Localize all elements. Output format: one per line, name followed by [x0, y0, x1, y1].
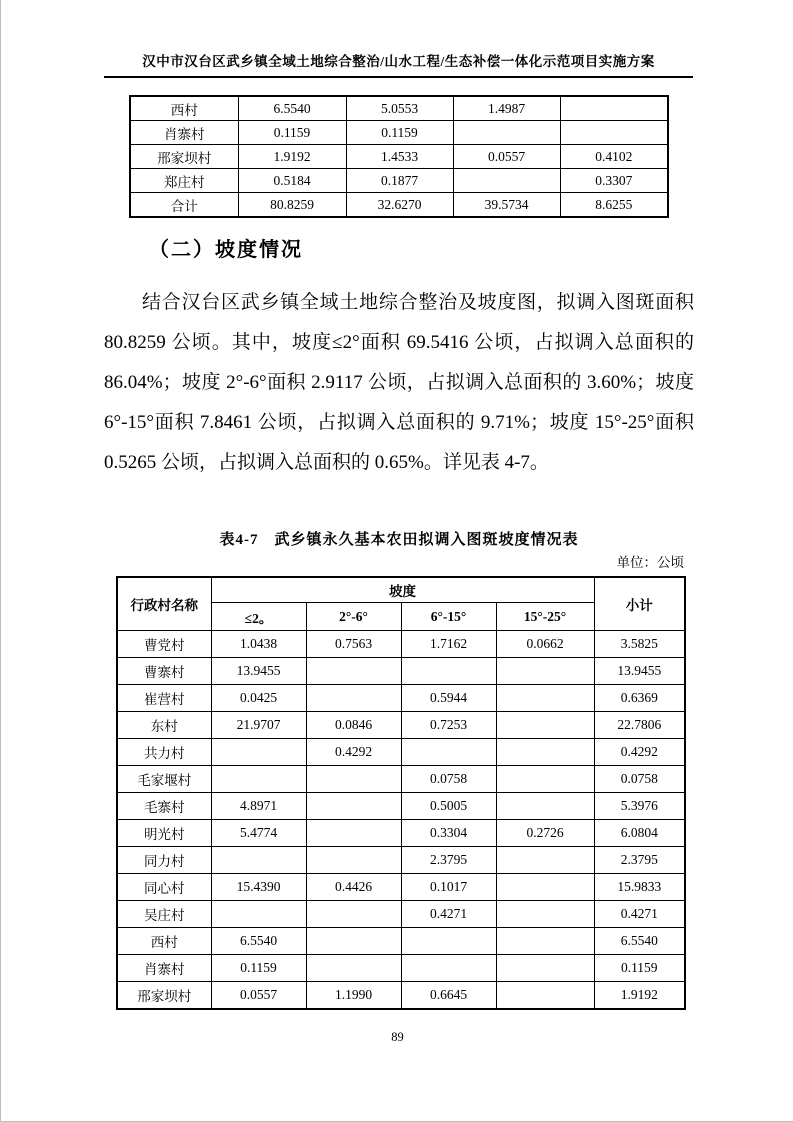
village-name-cell: 曹寨村	[117, 658, 211, 685]
value-cell: 1.0438	[211, 631, 306, 658]
value-cell: 0.4271	[401, 901, 496, 928]
table-caption: 表4-7 武乡镇永久基本农田拟调入图斑坡度情况表	[219, 532, 579, 548]
value-cell: 6.5540	[211, 928, 306, 955]
value-cell: 6.5540	[594, 928, 685, 955]
value-cell	[306, 928, 401, 955]
value-cell	[496, 901, 594, 928]
value-cell: 0.4292	[306, 739, 401, 766]
value-cell	[496, 982, 594, 1010]
value-cell: 6.5540	[238, 96, 346, 121]
value-cell: 0.7563	[306, 631, 401, 658]
value-cell: 39.5734	[453, 193, 560, 218]
village-name-cell: 共力村	[117, 739, 211, 766]
header-title: 汉中市汉台区武乡镇全域土地综合整治/山水工程/生态补偿一体化示范项目实施方案	[142, 54, 655, 69]
slope-table-head	[117, 577, 685, 631]
village-name-cell: 吴庄村	[117, 901, 211, 928]
value-cell	[211, 766, 306, 793]
value-cell: 5.0553	[346, 96, 453, 121]
value-cell	[496, 928, 594, 955]
table-row	[117, 685, 685, 712]
value-cell: 1.4987	[453, 96, 560, 121]
value-cell	[496, 847, 594, 874]
value-cell: 15.4390	[211, 874, 306, 901]
table-row	[117, 793, 685, 820]
value-cell: 21.9707	[211, 712, 306, 739]
col-header-slope-le2: ≤2。	[211, 603, 306, 631]
continuation-table-body	[130, 96, 668, 217]
body-paragraph: 结合汉台区武乡镇全域土地综合整治及坡度图，拟调入图斑面积 80.8259 公顷。其中，坡度≤2°面积 69.5416 公顷，占拟调入总面积的 86.04%；坡度 2°-6°面积 2.9117 公顷，占拟调入总面积的 3.60%；坡度 6°-15°面积 7.8461 公顷，占拟调入总面积的 9.71%；坡度 15°-25°面积 0.5265 公顷，占拟调入总面积的 0.65%。详见表 4-7。	[104, 292, 694, 473]
value-cell: 0.0758	[401, 766, 496, 793]
table-row	[117, 658, 685, 685]
value-cell: 1.9192	[594, 982, 685, 1010]
table-row	[117, 631, 685, 658]
village-name-cell: 邢家坝村	[130, 145, 238, 169]
value-cell	[401, 739, 496, 766]
village-name-cell: 邢家坝村	[117, 982, 211, 1010]
value-cell: 0.0758	[594, 766, 685, 793]
table-row	[130, 96, 668, 121]
value-cell	[306, 658, 401, 685]
village-name-cell: 毛家堰村	[117, 766, 211, 793]
value-cell: 80.8259	[238, 193, 346, 218]
value-cell	[496, 766, 594, 793]
value-cell: 1.9192	[238, 145, 346, 169]
value-cell: 0.4102	[560, 145, 668, 169]
value-cell	[306, 901, 401, 928]
section-heading: （二）坡度情况	[149, 239, 303, 261]
slope-table-body	[117, 631, 685, 1010]
col-header-subtotal: 小计	[594, 577, 685, 631]
value-cell: 32.6270	[346, 193, 453, 218]
value-cell	[560, 121, 668, 145]
table-row	[117, 928, 685, 955]
village-name-cell: 同心村	[117, 874, 211, 901]
table-row	[117, 847, 685, 874]
value-cell: 13.9455	[594, 658, 685, 685]
value-cell: 0.1159	[211, 955, 306, 982]
table-row	[117, 739, 685, 766]
value-cell: 0.0662	[496, 631, 594, 658]
value-cell: 0.4271	[594, 901, 685, 928]
value-cell: 5.3976	[594, 793, 685, 820]
value-cell: 0.1159	[238, 121, 346, 145]
value-cell	[496, 685, 594, 712]
village-name-cell: 明光村	[117, 820, 211, 847]
value-cell: 0.5005	[401, 793, 496, 820]
value-cell: 0.1017	[401, 874, 496, 901]
value-cell: 0.0557	[211, 982, 306, 1010]
village-name-cell: 曹党村	[117, 631, 211, 658]
col-header-slope-15-25: 15°-25°	[496, 603, 594, 631]
col-header-slope-group: 坡度	[211, 577, 594, 603]
value-cell	[560, 96, 668, 121]
table-row	[117, 982, 685, 1010]
table-row	[130, 145, 668, 169]
value-cell	[306, 766, 401, 793]
value-cell: 0.1877	[346, 169, 453, 193]
village-name-cell: 肖寨村	[130, 121, 238, 145]
table-row	[130, 169, 668, 193]
value-cell	[211, 739, 306, 766]
unit-label: 单位：公顷	[616, 555, 684, 570]
table-row	[117, 712, 685, 739]
continuation-table	[129, 95, 669, 218]
value-cell: 3.5825	[594, 631, 685, 658]
value-cell: 0.1159	[594, 955, 685, 982]
value-cell	[306, 955, 401, 982]
value-cell: 4.8971	[211, 793, 306, 820]
village-name-cell: 西村	[130, 96, 238, 121]
value-cell	[496, 739, 594, 766]
slope-table	[116, 576, 686, 1010]
value-cell: 1.1990	[306, 982, 401, 1010]
value-cell: 0.0425	[211, 685, 306, 712]
value-cell: 0.7253	[401, 712, 496, 739]
value-cell: 0.6645	[401, 982, 496, 1010]
value-cell: 13.9455	[211, 658, 306, 685]
value-cell: 0.1159	[346, 121, 453, 145]
village-name-cell: 郑庄村	[130, 169, 238, 193]
table-row	[130, 121, 668, 145]
table-header-row	[117, 577, 685, 603]
page-header	[104, 50, 693, 78]
value-cell	[453, 169, 560, 193]
value-cell: 0.4292	[594, 739, 685, 766]
value-cell	[496, 658, 594, 685]
table-row	[130, 193, 668, 218]
village-name-cell: 同力村	[117, 847, 211, 874]
value-cell: 0.5184	[238, 169, 346, 193]
table-row	[117, 955, 685, 982]
village-name-cell: 崔营村	[117, 685, 211, 712]
table-row	[117, 874, 685, 901]
value-cell: 15.9833	[594, 874, 685, 901]
value-cell: 0.4426	[306, 874, 401, 901]
village-name-cell: 肖寨村	[117, 955, 211, 982]
value-cell: 2.3795	[401, 847, 496, 874]
table-row	[117, 766, 685, 793]
value-cell: 22.7806	[594, 712, 685, 739]
value-cell	[306, 793, 401, 820]
value-cell	[496, 793, 594, 820]
value-cell: 5.4774	[211, 820, 306, 847]
value-cell	[496, 712, 594, 739]
value-cell: 6.0804	[594, 820, 685, 847]
value-cell	[496, 955, 594, 982]
value-cell	[211, 847, 306, 874]
value-cell	[306, 820, 401, 847]
col-header-slope-6-15: 6°-15°	[401, 603, 496, 631]
col-header-village: 行政村名称	[117, 577, 211, 631]
table-row	[117, 901, 685, 928]
village-name-cell: 西村	[117, 928, 211, 955]
value-cell: 0.6369	[594, 685, 685, 712]
value-cell: 8.6255	[560, 193, 668, 218]
value-cell: 2.3795	[594, 847, 685, 874]
value-cell	[453, 121, 560, 145]
value-cell: 0.3304	[401, 820, 496, 847]
value-cell: 0.0557	[453, 145, 560, 169]
value-cell	[306, 847, 401, 874]
value-cell	[496, 874, 594, 901]
village-name-cell: 东村	[117, 712, 211, 739]
value-cell: 0.2726	[496, 820, 594, 847]
value-cell	[306, 685, 401, 712]
value-cell: 0.0846	[306, 712, 401, 739]
value-cell	[401, 955, 496, 982]
village-name-cell: 合计	[130, 193, 238, 218]
col-header-slope-2-6: 2°-6°	[306, 603, 401, 631]
table-row	[117, 820, 685, 847]
value-cell: 1.4533	[346, 145, 453, 169]
page-number: 89	[391, 1030, 404, 1044]
village-name-cell: 毛寨村	[117, 793, 211, 820]
value-cell	[401, 928, 496, 955]
value-cell	[211, 901, 306, 928]
value-cell: 0.3307	[560, 169, 668, 193]
value-cell: 0.5944	[401, 685, 496, 712]
value-cell: 1.7162	[401, 631, 496, 658]
value-cell	[401, 658, 496, 685]
